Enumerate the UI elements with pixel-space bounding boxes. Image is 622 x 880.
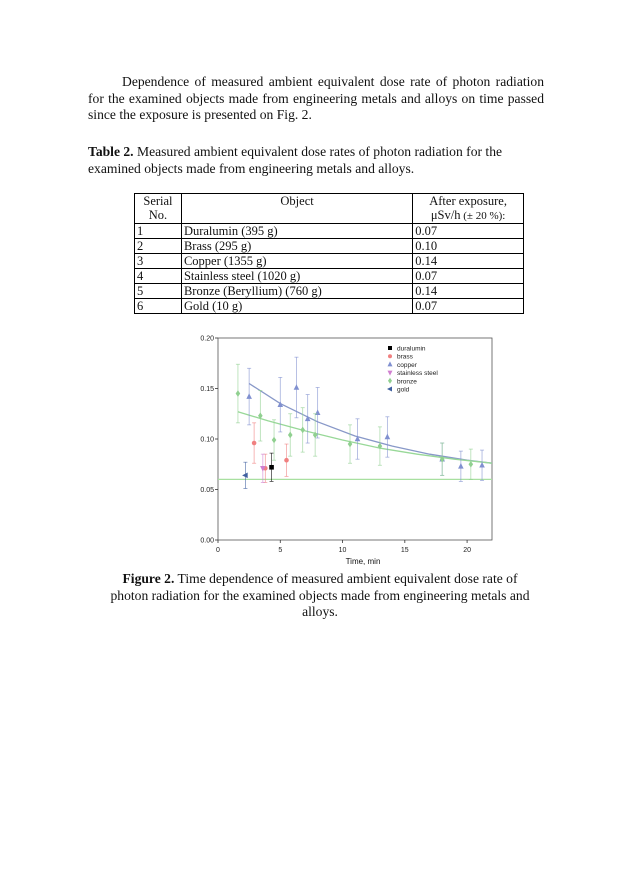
table-body	[135, 224, 524, 314]
cell-value: 0.07	[413, 299, 524, 314]
y-tick-label: 0.20	[200, 335, 214, 343]
cell-object: Copper (1355 g)	[181, 254, 412, 269]
cell-value: 0.07	[413, 269, 524, 284]
point-bronze	[469, 461, 474, 468]
cell-serial: 2	[135, 239, 182, 254]
point-copper	[385, 434, 391, 440]
legend-marker-gold	[387, 387, 392, 392]
x-tick-label: 20	[463, 547, 471, 554]
plot-frame	[218, 338, 492, 540]
point-bronze	[300, 427, 305, 434]
legend-label: stainless steel	[397, 370, 438, 378]
cell-value: 0.07	[413, 224, 524, 239]
cell-object: Gold (10 g)	[181, 299, 412, 314]
legend-label: copper	[397, 361, 417, 369]
point-copper	[294, 384, 300, 390]
table-caption-label: Table 2.	[88, 144, 134, 159]
point-copper	[315, 409, 321, 415]
point-gold	[242, 473, 248, 479]
figure-caption	[110, 571, 530, 621]
point-bronze	[272, 437, 277, 444]
figure-caption-label: Figure 2.	[122, 571, 175, 586]
cell-value: 0.14	[413, 284, 524, 299]
x-tick-label: 5	[278, 547, 283, 554]
y-tick-label: 0.05	[200, 487, 214, 494]
table-caption-text: Measured ambient equivalent dose rates of photon radiation for the examined objects made from engineering metals and alloys.	[88, 144, 503, 176]
cell-value: 0.14	[413, 254, 524, 269]
point-copper	[458, 463, 464, 469]
table-caption	[88, 144, 544, 177]
y-tick-label: 0.10	[200, 436, 214, 444]
x-axis-label: Time, min	[345, 557, 381, 566]
table-row	[135, 239, 524, 254]
x-tick-label: 10	[338, 547, 347, 554]
cell-value: 0.10	[413, 239, 524, 254]
y-tick-label: 0.00	[200, 537, 214, 545]
cell-serial: 5	[135, 284, 182, 299]
point-bronze	[288, 432, 293, 439]
cell-object: Stainless steel (1020 g)	[181, 269, 412, 284]
legend-label: gold	[397, 386, 410, 394]
legend-marker-stainless-steel	[388, 371, 393, 376]
x-tick-label: 15	[400, 547, 409, 554]
intro-paragraph: Dependence of measured ambient equivalent dose rate of photon radiation for the examined objects made from engineering metals and alloys on time passed since the exposure is presented on Fig. 2.	[88, 74, 544, 122]
cell-serial: 4	[135, 269, 182, 284]
legend-label: brass	[397, 353, 413, 361]
point-bronze	[236, 390, 241, 397]
table-row	[135, 224, 524, 239]
point-brass	[252, 441, 257, 446]
legend-marker-brass	[388, 354, 392, 358]
point-brass	[284, 458, 289, 463]
table-header-row	[135, 194, 524, 224]
x-tick-label: 0	[216, 547, 220, 554]
cell-serial: 1	[135, 224, 182, 239]
table-row	[135, 299, 524, 314]
header-object: Object	[181, 194, 412, 224]
table-row	[135, 269, 524, 284]
legend-marker-copper	[388, 361, 393, 366]
cell-object: Duralumin (395 g)	[181, 224, 412, 239]
cell-object: Brass (295 g)	[181, 239, 412, 254]
figure-caption-text: Time dependence of measured ambient equivalent dose rate of photon radiation for the examined objects made from engineering metals and alloys.	[110, 571, 530, 619]
header-after-exposure: After exposure, μSv/h (± 20 %):	[413, 194, 524, 224]
cell-object: Bronze (Beryllium) (760 g)	[181, 284, 412, 299]
fit-curve	[249, 384, 492, 464]
table-row	[135, 254, 524, 269]
header-serial: Serial No.	[135, 194, 182, 224]
dose-rate-chart	[190, 328, 510, 568]
legend-marker-duralumin	[388, 346, 392, 350]
cell-serial: 3	[135, 254, 182, 269]
point-copper	[246, 393, 252, 399]
table-row	[135, 284, 524, 299]
dose-rate-table	[134, 193, 524, 314]
legend-label: bronze	[397, 378, 417, 386]
legend-label: duralumin	[397, 345, 426, 353]
legend-marker-bronze	[388, 378, 392, 384]
y-tick-label: 0.15	[200, 386, 214, 393]
cell-serial: 6	[135, 299, 182, 314]
point-duralumin	[269, 465, 274, 470]
